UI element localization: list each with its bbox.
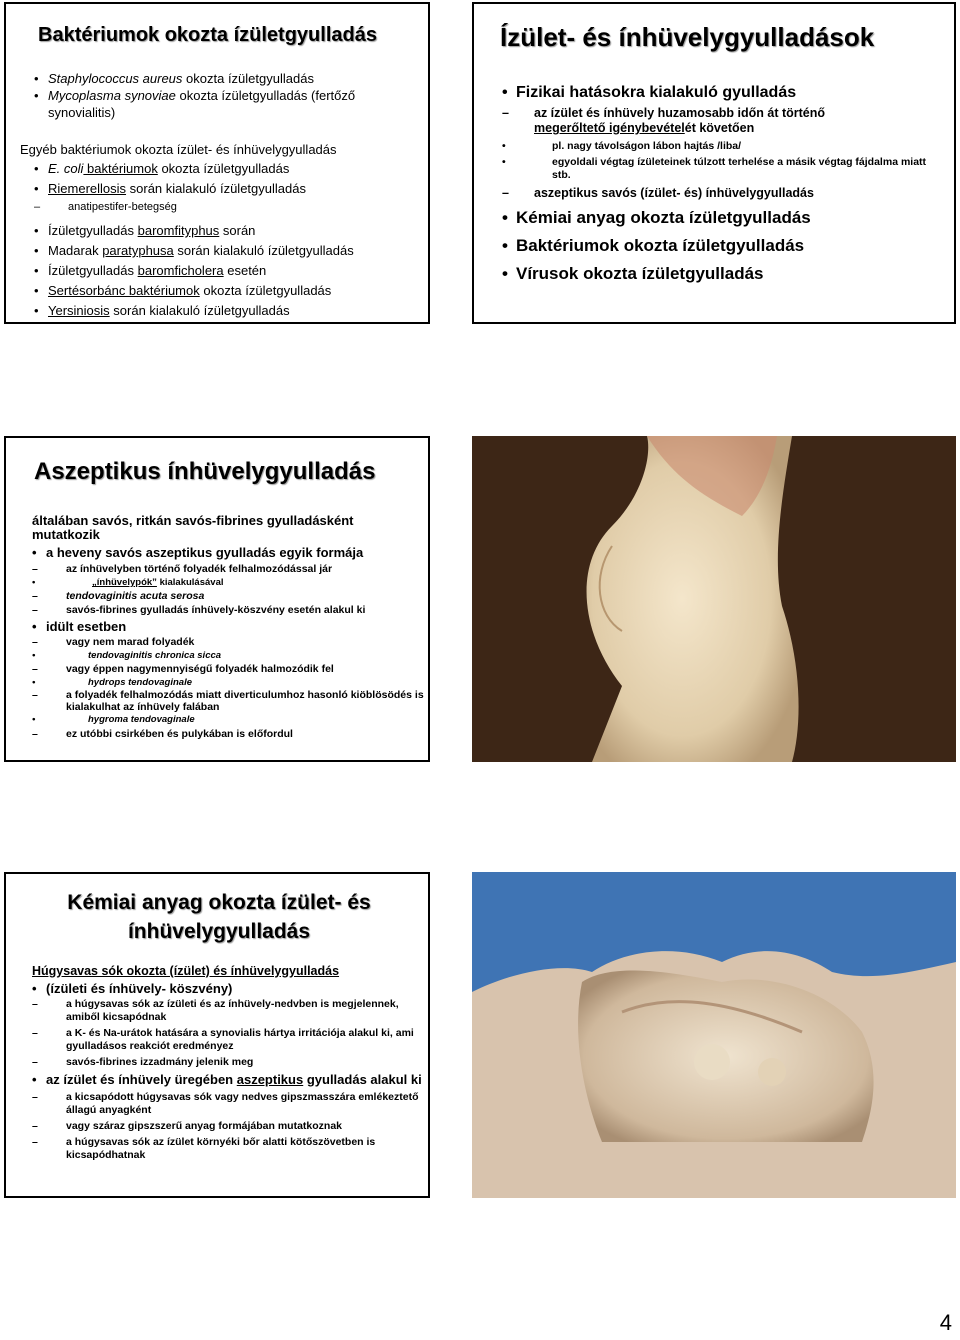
list-item: – vagy száraz gipszszerű anyag formájában mutatkoznak (32, 1120, 424, 1133)
list-item: – a K- és Na-urátok hatására a synovialis hártya irritációja alakul ki, ami gyulladásos reakciót eredményez (32, 1027, 424, 1053)
list-item: – a húgysavas sók az ízületi és az ínhüvely-nedvben is megjelennek, amiből kicsapódnak (32, 998, 424, 1024)
list-item: Egyéb baktériumok okozta ízület- és ínhüvelygyulladás (20, 142, 337, 157)
tissue-image (472, 436, 956, 762)
list-item: • Yersiniosis során kialakuló ízületgyulladás (34, 302, 424, 319)
list-item: • Ízületgyulladás baromficholera esetén (34, 262, 424, 279)
list-item: • (ízületi és ínhüvely- köszvény) (32, 981, 424, 996)
list-item: • Fizikai hatásokra kialakuló gyulladás (502, 84, 942, 102)
list-item: • Ízületgyulladás baromfityphus során (34, 222, 424, 239)
list-item: – a folyadék felhalmozódás miatt diverticulumhoz hasonló kiöblösödés is kialakulhat az ínhüvely falában (32, 689, 424, 713)
list-item: • Staphylococcus aureus okozta ízületgyulladás (34, 70, 424, 87)
list-item: • az ízület és ínhüvely üregében aszeptikus gyulladás alakul ki (32, 1072, 424, 1087)
list-item: általában savós, ritkán savós-fibrines gyulladásként mutatkozik (32, 513, 354, 542)
slide-joint-tendon-inflammation (472, 2, 956, 324)
page-number: 4 (939, 1310, 952, 1335)
list-item: • Vírusok okozta ízületgyulladás (502, 264, 942, 284)
list-item: – a kicsapódott húgysavas sók vagy nedves gipszmasszára emlékeztető állagú anyagként (32, 1091, 424, 1117)
list-item: • pl. nagy távolságon lábon hajtás /liba/ (502, 140, 942, 153)
slide-chemical-arthritis (4, 872, 430, 1198)
list-item: • idült esetben (32, 619, 424, 634)
list-item: • Madarak paratyphusa során kialakuló ízületgyulladás (34, 242, 424, 259)
slide-title: Kémiai anyag okozta ízület- és ínhüvelygyulladás (67, 891, 371, 943)
bullet-list (32, 964, 424, 1162)
list-item: – az ínhüvelyben történő folyadék felhalmozódással jár (32, 563, 424, 576)
list-item: – anatipestifer-betegség (34, 199, 424, 216)
bullet-list (32, 514, 424, 741)
slide-bacterial-arthritis (4, 2, 430, 324)
list-item: • Sertésorbánc baktériumok okozta ízületgyulladás (34, 282, 424, 299)
list-item: – ez utóbbi csirkében és pulykában is előfordul (32, 727, 424, 741)
slide-title: Baktériumok okozta ízületgyulladás (38, 24, 377, 46)
list-item: • Baktériumok okozta ízületgyulladás (502, 236, 942, 256)
gout-joint-photo (472, 872, 956, 1198)
list-item: – savós-fibrines gyulladás ínhüvely-köszvény esetén alakul ki (32, 603, 424, 617)
list-item: Húgysavas sók okozta (ízület) és ínhüvelygyulladás (32, 964, 340, 978)
slide-aseptic-tendovaginitis (4, 436, 430, 762)
tendon-sheath-photo (472, 436, 956, 762)
list-item: – a húgysavas sók az ízület környéki bőr alatti kötőszövetben is kicsapódhatnak (32, 1136, 424, 1162)
list-item: • Mycoplasma synoviae okozta ízületgyulladás (fertőző synovialitis) (34, 87, 424, 121)
list-item: • hydrops tendovaginale (32, 676, 424, 689)
list-item: • tendovaginitis chronica sicca (32, 649, 424, 662)
list-item: – vagy éppen nagymennyiségű folyadék halmozódik fel (32, 662, 424, 676)
bullet-list (502, 84, 942, 284)
list-item: – vagy nem marad folyadék (32, 635, 424, 649)
list-item: – savós-fibrines izzadmány jelenik meg (32, 1056, 424, 1069)
list-item: – az ízület és ínhüvely huzamosabb időn át történő megerőltető igénybevételét követően (502, 106, 942, 136)
list-item: • Kémiai anyag okozta ízületgyulladás (502, 208, 942, 228)
list-item: • a heveny savós aszeptikus gyulladás egyik formája (32, 545, 424, 560)
list-item: • E. coli baktériumok okozta ízületgyulladás (34, 160, 424, 177)
list-item: • egyoldali végtag ízületeinek túlzott terhelése a másik végtag fájdalma miatt stb. (502, 156, 942, 182)
slide-title: Ízület- és ínhüvelygyulladások (500, 22, 875, 52)
bullet-list (20, 70, 424, 319)
list-item: • „ínhüvelypók” kialakulásával (32, 576, 424, 589)
joint-image (472, 872, 956, 1198)
slide-title: Aszeptikus ínhüvelygyulladás (34, 458, 376, 485)
list-item: – tendovaginitis acuta serosa (32, 589, 424, 603)
list-item: – aszeptikus savós (ízület- és) ínhüvelygyulladás (502, 186, 942, 200)
list-item: • Riemerellosis során kialakuló ízületgyulladás (34, 180, 424, 197)
list-item: • hygroma tendovaginale (32, 713, 424, 727)
